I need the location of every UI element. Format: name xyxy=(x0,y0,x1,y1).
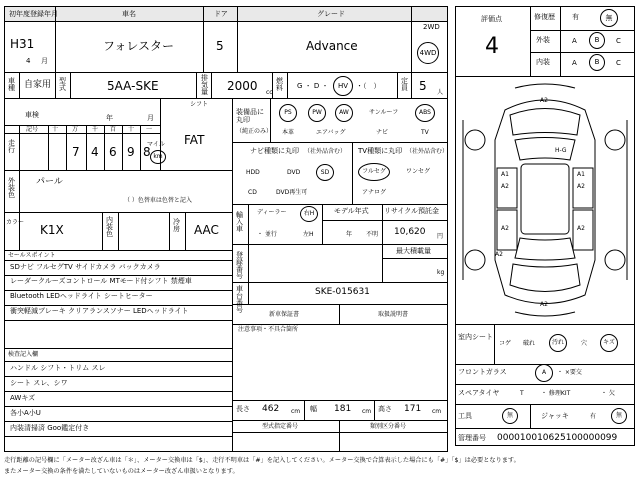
usage-label: 車種 xyxy=(8,77,15,92)
grade-value: Advance xyxy=(306,39,358,53)
first-reg-value: H31 xyxy=(10,37,35,51)
footer-line-1: 走行距離の記号欄に「メーター改ざん車は「＊」、メーター交換車は「$」、走行不明車は「#」を記入してください。メーター交換で合算表示した場合にも「#」「$」は必要となります。 xyxy=(4,457,520,464)
tv-oneseg: ワンセグ xyxy=(406,168,431,175)
damage-label-3: A2 xyxy=(501,183,509,190)
import-right-handle-circled: 右H xyxy=(300,206,318,222)
damage-label-1: H-G xyxy=(555,147,567,154)
equipment-sublabel: （純正のみ） xyxy=(236,128,273,135)
exterior-grade-c: C xyxy=(616,37,621,45)
equip-ps-circled: PS xyxy=(279,104,297,122)
mileage-digit-4: 8 xyxy=(143,145,151,159)
unit-3: 百 xyxy=(110,126,117,133)
sales-line-3: 衝突軽減ブレーキ クリアランスソナー LEDヘッドライト xyxy=(10,307,189,315)
usage-value: 自家用 xyxy=(24,80,52,90)
equip-airbag: エアバッグ xyxy=(316,129,346,136)
glass-rest: ・ ×要交 xyxy=(557,369,582,376)
equipment-label: 装備品に丸印 xyxy=(236,108,264,125)
unit-4: 十 xyxy=(128,126,135,133)
nav-sd-circled: SD xyxy=(316,164,334,181)
seat-tear: 破れ xyxy=(523,340,536,347)
exterior-color-label: 外装色 xyxy=(8,177,15,199)
glass-a-circled: A xyxy=(535,364,553,382)
capacity-label: 定員 xyxy=(401,77,408,92)
mgmt-label: 管理番号 xyxy=(458,434,486,442)
width-value: 181 xyxy=(334,404,352,414)
seat-stain-circled: 汚れ xyxy=(549,334,567,352)
nav-cd: CD xyxy=(248,189,257,196)
length-unit: cm xyxy=(291,408,301,415)
model-value: 5AA-SKE xyxy=(107,79,159,93)
inspector-line-3: 各小A小U xyxy=(10,409,41,417)
inspection-year: 年 xyxy=(106,114,113,122)
interior-seat-label: 室内シート xyxy=(458,333,493,341)
car-name-value: フォレスター xyxy=(103,39,175,53)
tv-analog: アナログ xyxy=(362,189,387,196)
seat-burn: コゲ xyxy=(499,340,512,347)
max-load-label: 最大積載量 xyxy=(396,247,431,255)
displacement-unit: cc xyxy=(266,89,273,96)
damage-label-7: A2 xyxy=(577,225,585,232)
repair-no-circled: 無 xyxy=(600,9,618,27)
tv-type-title: TV種類に丸印 xyxy=(358,147,403,155)
sales-points-label: セールスポイント xyxy=(8,252,56,259)
recycle-yen: 円 xyxy=(437,233,444,240)
exterior-grade-a: A xyxy=(572,37,577,45)
interior-grade-b-circled: B xyxy=(589,54,605,71)
width-unit: cm xyxy=(362,408,372,415)
interior-grade-a: A xyxy=(572,59,577,67)
inspector-line-0: ハンドル シフト・トリム スレ xyxy=(10,364,106,372)
exterior-color-value: パール xyxy=(36,177,63,187)
mile-label: マイル xyxy=(147,141,165,148)
score-label: 評価点 xyxy=(481,15,502,23)
mgmt-value: 000010010625100000099 xyxy=(497,433,618,443)
repair-label: 修復歴 xyxy=(534,13,555,21)
jack-label: ジャッキ xyxy=(541,412,569,420)
spare-t: T xyxy=(520,390,524,397)
model-label: 型式 xyxy=(59,77,66,92)
shift-label: シフト xyxy=(190,101,209,108)
import-left-handle: 左H xyxy=(303,231,314,238)
equip-pw-circled: PW xyxy=(308,104,326,122)
chassis-label: 車台番号 xyxy=(236,285,243,314)
unit-2: 千 xyxy=(92,126,99,133)
aircon-label: 冷房 xyxy=(173,218,180,233)
km-circled: km xyxy=(150,150,166,164)
nav-dvd-play: DVD再生可 xyxy=(276,189,308,196)
capacity-unit: 人 xyxy=(437,89,444,96)
notes-label: 注意事項・不具合箇所 xyxy=(238,326,299,333)
equip-aw-circled: AW xyxy=(335,104,353,122)
type-cert-label: 型式指定番号 xyxy=(262,423,299,430)
drive-4wd-circled: 4WD xyxy=(417,42,439,64)
fuel-rest: ・（ ） xyxy=(356,82,381,90)
inspector-line-1: シート スレ、シワ xyxy=(10,379,68,387)
drive-2wd: 2WD xyxy=(423,23,440,31)
repair-yes: 有 xyxy=(572,13,579,21)
mileage-digit-1: 4 xyxy=(91,145,99,159)
first-reg-label: 初年度登録年月 xyxy=(9,10,58,18)
sales-line-1: レーダークルーズコントロール MTモード付シフト 禁煙車 xyxy=(10,277,192,285)
damage-label-6: A2 xyxy=(501,225,509,232)
doors-value: 5 xyxy=(216,39,224,53)
recycle-value: 10,620 xyxy=(394,227,426,237)
interior-grade-c: C xyxy=(616,59,621,67)
sales-line-0: SDナビ フルセグTV サイドカメラ バックカメラ xyxy=(10,263,161,271)
seat-hole: 穴 xyxy=(581,340,588,347)
recycle-label: リサイクル預託金 xyxy=(384,207,440,215)
score-value: 4 xyxy=(485,34,499,59)
jack-none-circled: 無 xyxy=(611,408,627,424)
import-parallel: ・ 並行 xyxy=(257,231,277,238)
damage-label-8: A2 xyxy=(495,251,503,258)
mileage-digit-3: 9 xyxy=(127,145,135,159)
car-name-label: 車名 xyxy=(122,10,136,18)
mileage-digit-0: 7 xyxy=(72,145,80,159)
footer-line-2: またメーター交換の条件を満たしていないものはメーター改ざん車扱いとなります。 xyxy=(4,468,239,475)
shift-value: FAT xyxy=(184,133,205,147)
tv-type-sub: （社外品含む） xyxy=(406,148,449,155)
tools-label: 工具 xyxy=(458,412,472,420)
jack-yes: 有 xyxy=(590,413,597,420)
equip-abs-circled: ABS xyxy=(415,104,435,122)
inspection-label: 車検 xyxy=(25,111,39,119)
color-code-label: カラー xyxy=(6,219,25,226)
manual-label: 取扱説明書 xyxy=(378,311,409,318)
damage-label-4: A1 xyxy=(577,171,585,178)
nav-type-sub: （社外品含む） xyxy=(304,148,347,155)
width-label: 幅 xyxy=(310,405,317,413)
exterior-label: 外装 xyxy=(536,36,550,44)
inspector-line-4: 内装清掃済 Goo鑑定付き xyxy=(10,424,90,432)
first-reg-month-unit: 月 xyxy=(41,57,48,65)
damage-label-5: A2 xyxy=(577,183,585,190)
fuel-label: 燃料 xyxy=(276,77,283,92)
aircon-value: AAC xyxy=(194,223,219,237)
grade-label: グレード xyxy=(317,10,345,18)
nav-type-title: ナビ種類に丸印 xyxy=(250,147,299,155)
spare-kit: ・ 修理KIT xyxy=(541,390,571,397)
max-load-unit: kg xyxy=(437,269,445,276)
warranty-label: 新車保証書 xyxy=(269,311,300,318)
seat-scratch-circled: キズ xyxy=(600,334,618,352)
reg-no-label: 登録番号 xyxy=(236,251,243,280)
damage-label-0: A2 xyxy=(540,97,548,104)
interior-label: 内装 xyxy=(536,58,550,66)
model-year-label: モデル年式 xyxy=(334,207,369,215)
length-value: 462 xyxy=(262,404,280,414)
color-change-note: （ ）色替車は色替と記入 xyxy=(124,197,192,204)
spare-tire-label: スペアタイヤ xyxy=(458,389,500,397)
nav-dvd: DVD xyxy=(287,169,301,176)
inspector-notes-label: 検査記入欄 xyxy=(8,351,39,358)
exterior-grade-b-circled: B xyxy=(589,32,605,49)
inspection-month: 月 xyxy=(147,114,154,122)
height-unit: cm xyxy=(432,408,442,415)
model-year-unit: 年 xyxy=(346,231,353,238)
fuel-options: G ・ D ・ xyxy=(297,82,329,90)
record-label: 記号 xyxy=(26,126,39,133)
damage-label-9: A2 xyxy=(540,301,548,308)
height-label: 高さ xyxy=(378,405,392,413)
chassis-value: SKE-015631 xyxy=(315,287,370,297)
tools-value-circled: 無 xyxy=(502,408,518,424)
fuel-hv-circled: HV xyxy=(333,76,353,96)
equip-navi: ナビ xyxy=(376,129,389,136)
equip-tv: TV xyxy=(421,129,429,136)
unit-5: 一 xyxy=(146,126,153,133)
class-label: 類別区分番号 xyxy=(370,423,407,430)
mileage-digit-2: 6 xyxy=(109,145,117,159)
import-label: 輸入車 xyxy=(236,211,243,233)
spare-none: ・ 欠 xyxy=(601,390,615,397)
door-label: ドア xyxy=(214,10,228,18)
unit-0: 十 xyxy=(52,126,59,133)
import-dealer: ディーラー xyxy=(257,209,287,216)
color-code-value: K1X xyxy=(40,223,64,237)
length-label: 長さ xyxy=(236,405,250,413)
model-year-unknown: 不明 xyxy=(366,231,379,238)
damage-label-2: A1 xyxy=(501,171,509,178)
front-glass-label: フロントガラス xyxy=(458,368,507,376)
equip-leather: 本革 xyxy=(282,129,295,136)
capacity-value: 5 xyxy=(419,79,427,93)
height-value: 171 xyxy=(404,404,422,414)
car-damage-diagram xyxy=(455,80,635,320)
tv-fullseg-circled: フルセグ xyxy=(358,163,390,181)
unit-1: 万 xyxy=(72,126,79,133)
interior-color-label: 内装色 xyxy=(106,216,113,238)
equip-sunroof: サンルーフ xyxy=(369,109,399,116)
inspector-line-2: AWキズ xyxy=(10,394,36,402)
first-reg-month: 4 xyxy=(26,57,31,65)
displacement-label: 排気量 xyxy=(201,74,208,96)
travel-label: 走行 xyxy=(8,139,15,154)
sales-line-2: Bluetooth LEDヘッドライト シートヒーター xyxy=(10,292,153,300)
nav-hdd: HDD xyxy=(246,169,260,176)
displacement-value: 2000 xyxy=(227,79,258,93)
